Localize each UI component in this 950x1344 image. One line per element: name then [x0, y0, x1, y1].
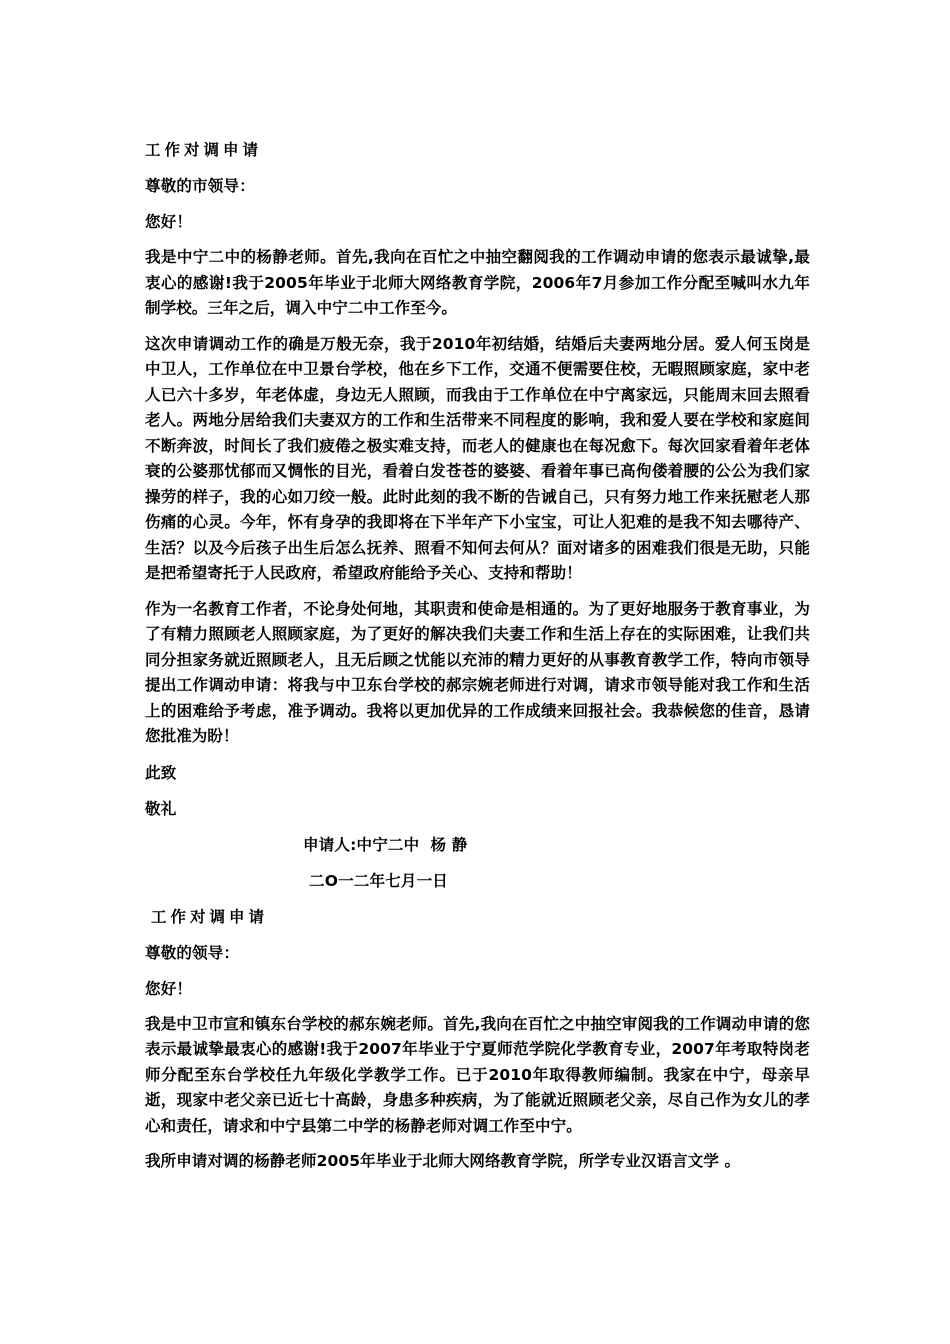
letter1-paragraph-1: 我是中宁二中的杨静老师。首先,我向在百忙之中抽空翻阅我的工作调动申请的您表示最诚挚,最衷心的感谢!我于2005年毕业于北师大网络教育学院，2006年7月参加工作分配至喊叫水九年制学校。三年之后，调入中宁二中工作至今。 — [145, 248, 810, 317]
letter2-paragraph-1: 我是中卫市宣和镇东台学校的郝东婉老师。首先,我向在百忙之中抽空审阅我的工作调动申请的您表示最诚挚最衷心的感谢!我于2007年毕业于宁夏师范学院化学教育专业，2007年考取特岗老师分配至东台学校任九年级化学教学工作。已于2010年取得教师编制。我家在中宁，母亲早逝，现家中老父亲已近七十高龄，身患多种疾病，为了能就近照顾老父亲，尽自己作为女儿的孝心和责任，请求和中宁县第二中学的杨静老师对调工作至中宁。 — [145, 1014, 810, 1135]
letter1-closing-1: 此致 — [145, 763, 177, 782]
letter1-signature: 申请人:中宁二中 杨 静 — [303, 835, 468, 854]
letter1-paragraph-2: 这次申请调动工作的确是万般无奈，我于2010年初结婚，结婚后夫妻两地分居。爱人何玉岗是中卫人，工作单位在中卫景台学校，他在乡下工作，交通不便需要住校，无暇照顾家庭，家中老人已六十多岁，年老体虚，身边无人照顾，而我由于工作单位在中宁离家远，只能周末回去照看老人。两地分居给我们夫妻双方的工作和生活带来不同程度的影响，我和爱人要在学校和家庭间不断奔波，时间长了我们疲倦之极实难支持，而老人的健康也在每况愈下。每次回家看着年老体衰的公婆那忧郁而又惆怅的目光，看着白发苍苍的婆婆、看着年事已高佝偻着腰的公公为我们家操劳的样子，我的心如刀绞一般。此时此刻的我不断的告诫自己，只有努力地工作来抚慰老人那伤痛的心灵。今年，怀有身孕的我即将在下半年产下小宝宝，可让人犯难的是我不知去哪待产、生活？以及今后孩子出生后怎么抚养、照看不知何去何从？面对诸多的困难我们很是无助，只能是把希望寄托于人民政府，希望政府能给予关心、支持和帮助！ — [145, 334, 810, 582]
letter2-title: 工作对调申请 — [151, 907, 269, 926]
document-body — [145, 137, 810, 1185]
letter1-greeting: 您好！ — [145, 213, 193, 231]
letter1-closing-2: 敬礼 — [145, 799, 177, 818]
letter2-greeting: 您好！ — [145, 979, 193, 998]
letter2-salutation: 尊敬的领导： — [145, 943, 240, 962]
letter1-date: 二O一二年七月一日 — [309, 871, 448, 890]
letter1-paragraph-3: 作为一名教育工作者，不论身处何地，其职责和使命是相通的。为了更好地服务于教育事业，为了有精力照顾老人照顾家庭，为了更好的解决我们夫妻工作和生活上存在的实际困难，让我们共同分担家务就近照顾老人，且无后顾之忧能以充沛的精力更好的从事教育教学工作，特向市领导提出工作调动申请：将我与中卫东台学校的郝宗婉老师进行对调，请求市领导能对我工作和生活上的困难给予考虑，准予调动。我将以更加优异的工作成绩来回报社会。我恭候您的佳音，恳请您批准为盼！ — [145, 599, 810, 745]
letter1-salutation: 尊敬的市领导： — [145, 177, 255, 195]
letter2-paragraph-2: 我所申请对调的杨静老师2005年毕业于北师大网络教育学院，所学专业汉语言文学 。 — [145, 1152, 741, 1170]
letter1-title: 工作对调申请 — [145, 141, 263, 159]
